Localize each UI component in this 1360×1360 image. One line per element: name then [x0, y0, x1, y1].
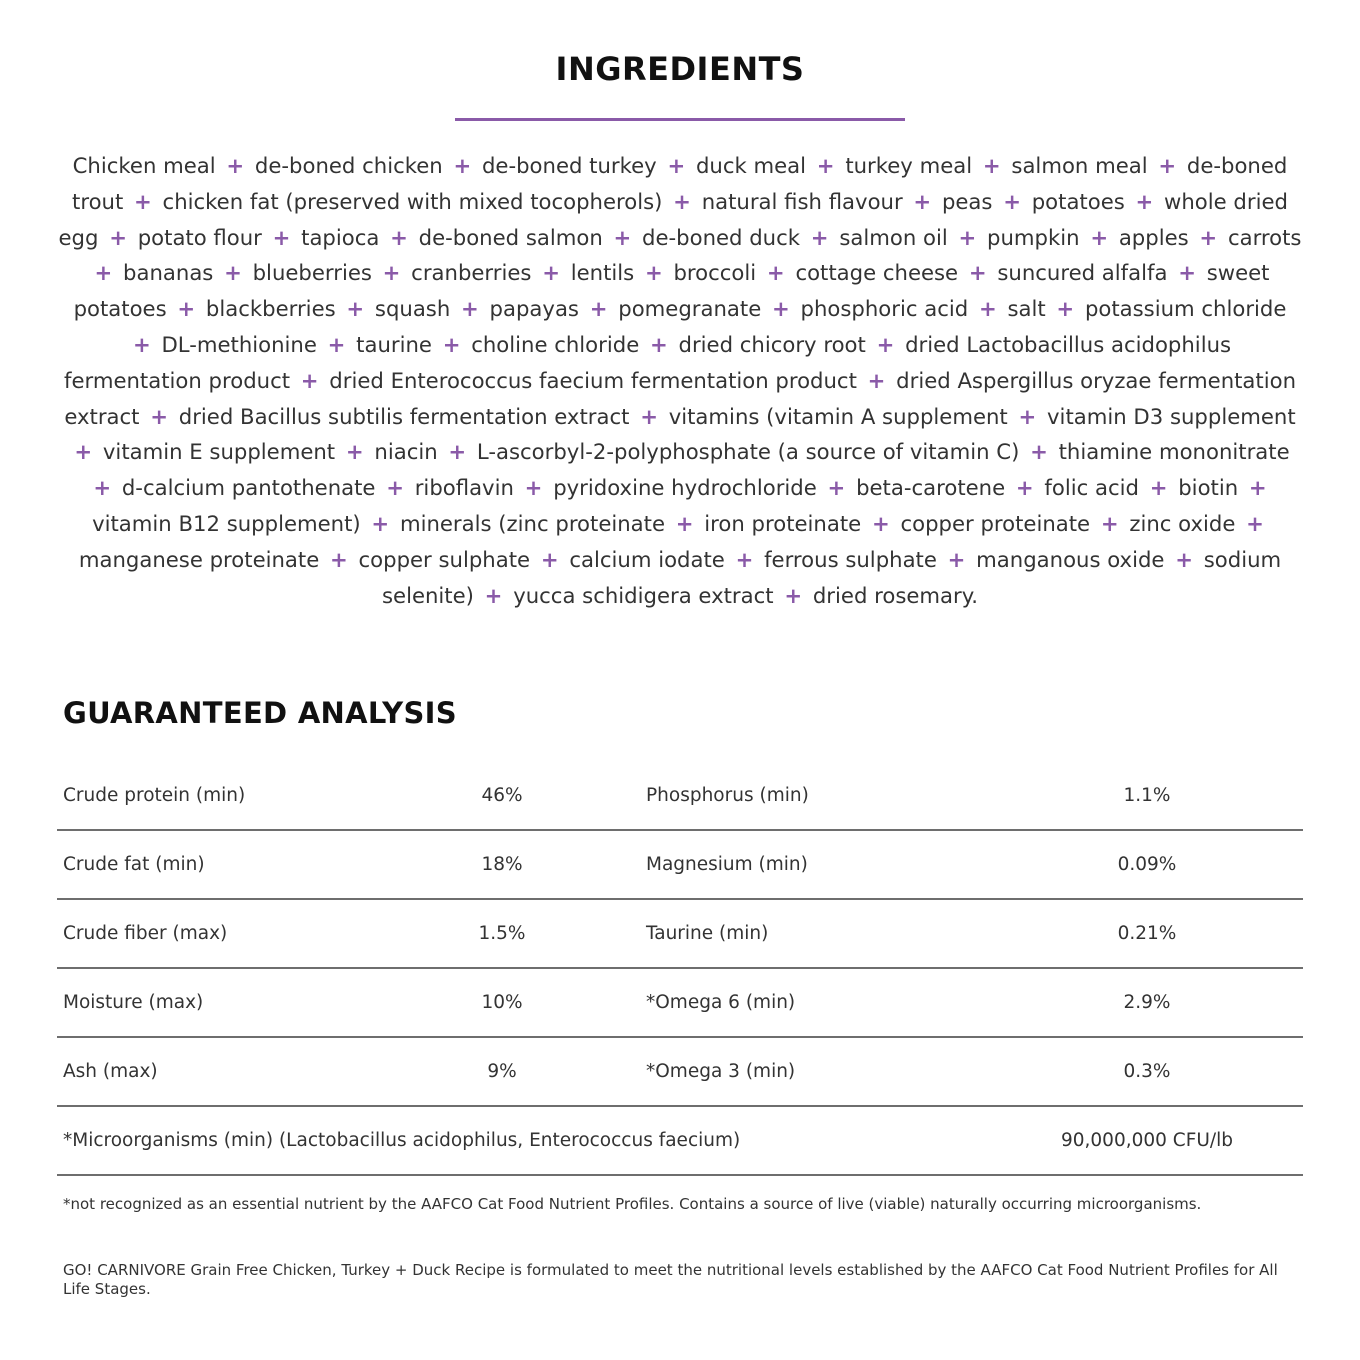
table-row — [57, 1038, 1303, 1107]
ingredient-item: vitamin E supplement — [102, 439, 336, 465]
plus-separator: + — [272, 224, 291, 250]
plus-separator: + — [442, 331, 461, 357]
nutrient-label: Magnesium (min) — [646, 854, 808, 875]
plus-separator: + — [390, 224, 408, 250]
nutrient-value: 0.21% — [1117, 923, 1177, 944]
plus-separator: + — [1030, 439, 1048, 465]
ingredient-item: de-boned salmon — [418, 224, 603, 250]
ingredient-item: zinc oxide — [1129, 510, 1236, 536]
plus-separator: + — [947, 546, 966, 572]
plus-separator: + — [524, 475, 543, 501]
ingredient-item: duck meal — [695, 153, 807, 178]
plus-separator: + — [649, 331, 668, 357]
microorganisms-label: *Microorganisms (min) (Lactobacillus acidophilus, Enterococcus faecium) — [63, 1130, 741, 1151]
ingredient-item: yucca schidigera extract — [513, 582, 774, 608]
plus-separator: + — [982, 153, 1001, 178]
nutrient-label: Phosphorus (min) — [646, 785, 809, 806]
nutrient-label: Crude protein (min) — [63, 785, 246, 806]
ingredient-item: L-ascorbyl-2-polyphosphate (a source of vitamin C) — [476, 439, 1020, 465]
ingredient-item: carrots — [1227, 224, 1302, 250]
ingredient-item: apples — [1118, 224, 1189, 250]
plus-separator: + — [93, 475, 112, 501]
table-row-microorganisms — [57, 1107, 1303, 1176]
plus-separator: + — [766, 260, 785, 286]
plus-separator: + — [327, 331, 346, 357]
plus-separator: + — [484, 582, 503, 608]
plus-separator: + — [74, 439, 93, 465]
plus-separator: + — [177, 296, 196, 322]
table-row — [57, 762, 1303, 831]
ingredient-item: manganous oxide — [976, 546, 1165, 572]
ingredient-item: papayas — [489, 296, 579, 322]
plus-separator: + — [1199, 224, 1218, 250]
footnote: *not recognized as an essential nutrient by the AAFCO Cat Food Nutrient Profiles. Contains a source of live (viable) naturally occurring microorganisms. — [63, 1195, 1202, 1213]
ingredient-item: manganese proteinate — [78, 546, 320, 572]
ingredient-item: folic acid — [1044, 475, 1139, 501]
ingredient-item: dried chicory root — [678, 331, 866, 357]
ingredient-item: choline chloride — [471, 331, 640, 357]
ingredient-item: iron proteinate — [704, 510, 862, 536]
plus-separator: + — [667, 153, 686, 178]
plus-separator: + — [871, 510, 890, 536]
nutrient-label: Crude fat (min) — [63, 854, 205, 875]
ingredient-item: copper sulphate — [358, 546, 531, 572]
plus-separator: + — [827, 475, 846, 501]
plus-separator: + — [1003, 188, 1021, 214]
nutrient-value: 1.5% — [478, 923, 526, 944]
plus-separator: + — [386, 475, 404, 501]
plus-separator: + — [772, 296, 790, 322]
ingredient-item: de-boned chicken — [254, 153, 443, 178]
ingredient-item: taurine — [356, 331, 432, 357]
ingredient-item: pyridoxine hydrochloride — [553, 475, 817, 501]
ingredient-item: dried rosemary. — [812, 582, 978, 608]
plus-separator: + — [150, 403, 169, 429]
plus-separator: + — [345, 439, 364, 465]
plus-separator: + — [644, 260, 663, 286]
plus-separator: + — [816, 153, 835, 178]
ingredient-item: squash — [374, 296, 451, 322]
ingredient-item: turkey meal — [845, 153, 973, 178]
ingredient-item: d-calcium pantothenate — [121, 475, 376, 501]
plus-separator: + — [371, 510, 390, 536]
ingredient-item: vitamins (vitamin A supplement — [668, 403, 1008, 429]
plus-separator: + — [958, 224, 977, 250]
table-row — [57, 831, 1303, 900]
ingredient-item: vitamin B12 supplement) — [92, 510, 361, 536]
ingredient-item: biotin — [1178, 475, 1239, 501]
ingredient-item: sodium selenite) — [382, 546, 1282, 608]
nutrient-label: Moisture (max) — [63, 992, 204, 1013]
ingredient-item: beta-carotene — [856, 475, 1006, 501]
plus-separator: + — [132, 331, 151, 357]
plus-separator: + — [540, 546, 559, 572]
nutrient-label: *Omega 3 (min) — [646, 1061, 796, 1082]
plus-separator: + — [735, 546, 754, 572]
nutrient-value: 2.9% — [1123, 992, 1171, 1013]
plus-separator: + — [613, 224, 632, 250]
plus-separator: + — [330, 546, 348, 572]
ingredient-item: calcium iodate — [569, 546, 725, 572]
table-row — [57, 900, 1303, 969]
plus-separator: + — [224, 260, 242, 286]
plus-separator: + — [448, 439, 467, 465]
plus-separator: + — [673, 188, 691, 214]
nutrient-value: 9% — [487, 1061, 517, 1082]
plus-separator: + — [226, 153, 245, 178]
ingredient-item: whole dried egg — [58, 188, 1288, 250]
ingredient-item: pomegranate — [618, 296, 762, 322]
plus-separator: + — [1149, 475, 1168, 501]
plus-separator: + — [810, 224, 829, 250]
plus-separator: + — [542, 260, 560, 286]
ingredient-item: Chicken meal — [72, 153, 216, 178]
ingredient-item: bananas — [123, 260, 214, 286]
ingredient-item: salt — [1007, 296, 1046, 322]
table-row — [57, 969, 1303, 1038]
plus-separator: + — [109, 224, 127, 250]
plus-separator: + — [1246, 510, 1264, 536]
plus-separator: + — [978, 296, 997, 322]
ingredient-item: ferrous sulphate — [764, 546, 937, 572]
plus-separator: + — [1018, 403, 1037, 429]
nutrient-value: 18% — [481, 854, 523, 875]
nutrient-label: Crude fiber (max) — [63, 923, 228, 944]
aafco-statement: GO! CARNIVORE Grain Free Chicken, Turkey + Duck Recipe is formulated to meet the nutritional levels established by the AAFCO Cat Food Nutrient Profiles for All Life Stages. — [63, 1261, 1278, 1298]
plus-separator: + — [867, 367, 886, 393]
nutrient-value: 0.3% — [1123, 1061, 1171, 1082]
ingredient-item: dried Bacillus subtilis fermentation extract — [178, 403, 630, 429]
plus-separator: + — [1158, 153, 1177, 178]
plus-separator: + — [675, 510, 694, 536]
plus-separator: + — [1090, 224, 1109, 250]
nutrient-value: 10% — [481, 992, 523, 1013]
ingredient-item: de-boned trout — [72, 153, 1288, 214]
plus-separator: + — [346, 296, 365, 322]
nutrient-label: Taurine (min) — [646, 923, 769, 944]
plus-separator: + — [1135, 188, 1154, 214]
ingredient-item: suncured alfalfa — [997, 260, 1168, 286]
plus-separator: + — [640, 403, 658, 429]
nutrient-value: 46% — [481, 785, 523, 806]
plus-separator: + — [94, 260, 113, 286]
ingredient-item: lentils — [570, 260, 635, 286]
ingredient-item: de-boned turkey — [481, 153, 657, 178]
nutrient-label: *Omega 6 (min) — [646, 992, 796, 1013]
plus-separator: + — [1175, 546, 1193, 572]
ingredients-title: INGREDIENTS — [555, 50, 805, 88]
plus-separator: + — [134, 188, 152, 214]
ingredient-item: blueberries — [252, 260, 372, 286]
ingredient-item: dried Enterococcus faecium fermentation product — [329, 367, 857, 393]
ingredient-item: sweet potatoes — [73, 260, 1270, 322]
ingredient-item: pumpkin — [987, 224, 1080, 250]
ingredients-list — [58, 148, 1302, 613]
ingredient-item: peas — [941, 188, 993, 214]
ingredient-item: tapioca — [301, 224, 380, 250]
ingredient-item: potassium chloride — [1084, 296, 1287, 322]
guaranteed-analysis-table — [57, 762, 1303, 1176]
ingredient-item: phosphoric acid — [800, 296, 969, 322]
microorganisms-value: 90,000,000 CFU/lb — [1060, 1130, 1234, 1151]
ingredient-item: potato flour — [137, 224, 262, 250]
plus-separator: + — [453, 153, 472, 178]
ingredient-item: cottage cheese — [795, 260, 959, 286]
ingredient-item: broccoli — [673, 260, 757, 286]
ingredient-item: salmon oil — [839, 224, 948, 250]
analysis-title: GUARANTEED ANALYSIS — [63, 696, 457, 730]
ingredient-item: natural fish flavour — [701, 188, 903, 214]
plus-separator: + — [784, 582, 803, 608]
plus-separator: + — [913, 188, 932, 214]
ingredient-item: thiamine mononitrate — [1058, 439, 1290, 465]
ingredient-item: niacin — [374, 439, 438, 465]
plus-separator: + — [589, 296, 608, 322]
plus-separator: + — [1015, 475, 1034, 501]
ingredient-item: vitamin D3 supplement — [1047, 403, 1296, 429]
nutrient-label: Ash (max) — [63, 1061, 158, 1082]
plus-separator: + — [1100, 510, 1119, 536]
title-divider — [455, 118, 905, 121]
plus-separator: + — [461, 296, 479, 322]
plus-separator: + — [300, 367, 319, 393]
ingredient-item: copper proteinate — [900, 510, 1091, 536]
nutrient-value: 1.1% — [1123, 785, 1171, 806]
plus-separator: + — [968, 260, 987, 286]
ingredient-item: de-boned duck — [642, 224, 801, 250]
nutrient-value: 0.09% — [1117, 854, 1177, 875]
ingredient-item: minerals (zinc proteinate — [399, 510, 666, 536]
ingredient-item: potatoes — [1031, 188, 1125, 214]
ingredient-item: riboflavin — [414, 475, 514, 501]
ingredient-item: dried Aspergillus oryzae fermentation extract — [64, 367, 1297, 429]
plus-separator: + — [1248, 475, 1267, 501]
ingredient-item: chicken fat (preserved with mixed tocopherols) — [162, 188, 663, 214]
plus-separator: + — [1056, 296, 1075, 322]
ingredient-item: dried Lactobacillus acidophilus fermentation product — [63, 331, 1232, 393]
ingredient-item: cranberries — [411, 260, 532, 286]
plus-separator: + — [1178, 260, 1196, 286]
ingredient-item: salmon meal — [1011, 153, 1148, 178]
ingredient-item: blackberries — [205, 296, 336, 322]
ingredient-item: DL-methionine — [161, 331, 317, 357]
plus-separator: + — [876, 331, 895, 357]
plus-separator: + — [382, 260, 401, 286]
